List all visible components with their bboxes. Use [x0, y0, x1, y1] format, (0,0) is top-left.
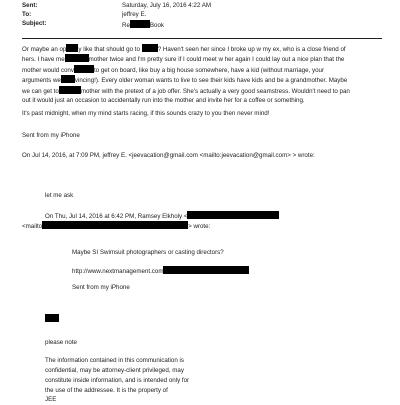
redaction-box	[59, 86, 81, 94]
paragraph-1	[22, 44, 382, 106]
subject-label: Subject:	[22, 20, 47, 27]
header-divider	[22, 38, 382, 39]
disclaimer-line-4: the use of the addressee. It is the property of	[45, 387, 168, 394]
swimsuit-line: Maybe SI Swimsuit photographers or casting directors?	[72, 249, 224, 256]
sent-value: Saturday, July 16, 2016 4:22 AM	[122, 2, 211, 9]
redaction-box	[74, 65, 94, 73]
text-line: hers. I have me mother twice and I'm pretty sure if I could meet w her again I could lay out a nice plan that the	[22, 56, 345, 64]
disclaimer-line-1: The information contained in this communication is	[45, 357, 184, 364]
redaction-box	[45, 314, 59, 322]
redaction-box	[187, 211, 279, 219]
quote-header-2-line-2: <mailto > wrote:	[22, 223, 211, 230]
sent-from-iphone-2: Sent from my iPhone	[72, 284, 130, 291]
redaction-box	[45, 314, 59, 325]
redaction-box	[163, 266, 249, 274]
url-link[interactable]: http://www.nextmanagement.com	[72, 268, 164, 275]
subject-value	[122, 20, 164, 30]
disclaimer-line-3: constitute inside information, and is intended only for	[45, 377, 190, 384]
to-value: jeffrey E.	[122, 11, 147, 18]
redaction-box	[130, 20, 150, 28]
text-line: arguments we vincing!). Every older woman wants to live to see their kids have kids and be a grandmother. Maybe	[22, 77, 348, 85]
quote-header-2-line-1: On Thu, Jul 14, 2016 at 6:42 PM, Ramsey Elkholy <	[45, 211, 279, 222]
to-label: To:	[22, 11, 32, 18]
redaction-box	[66, 44, 78, 52]
please-note: please note	[45, 339, 77, 346]
text-line: we can get to mother with the pretext of a job offer. She's actually a very good seamstress. Wouldn't need to pan	[22, 87, 350, 95]
redaction-box	[42, 221, 188, 229]
quote-header-1: On Jul 14, 2016, at 7:09 PM, jeffrey E. <jeevacation@gmail.com <mailto:jeevacation@gmail.com> > wrote:	[22, 152, 315, 159]
text-line: mother would conv to get on board, like buy a big house somewhere, have a kid (without marriage, your	[22, 66, 325, 74]
subject-prefix: Re	[122, 22, 130, 29]
redaction-box	[142, 44, 158, 52]
disclaimer-line-5: JEE	[45, 396, 57, 403]
sent-from-iphone: Sent from my iPhone	[22, 132, 80, 139]
subject-suffix: Book	[149, 22, 165, 29]
sent-label: Sent:	[22, 2, 38, 9]
let-me-ask: let me ask	[45, 192, 74, 199]
redaction-box	[65, 54, 89, 62]
disclaimer-line-2: confidential, may be attorney-client privileged, may	[45, 367, 184, 374]
url-line	[72, 266, 249, 277]
text-line: Or maybe an op y like that should go to ? Haven't seen her since I broke up w my ex, who is a close friend of	[22, 46, 346, 53]
redaction-box	[61, 75, 75, 83]
text-line: out it would just an occasion to accidentally run into the mother and invite her for a coffee or something.	[22, 96, 305, 104]
paragraph-2: It's past midnight, when my mind starts racing, if this sounds crazy to you then never mind!	[22, 110, 270, 117]
